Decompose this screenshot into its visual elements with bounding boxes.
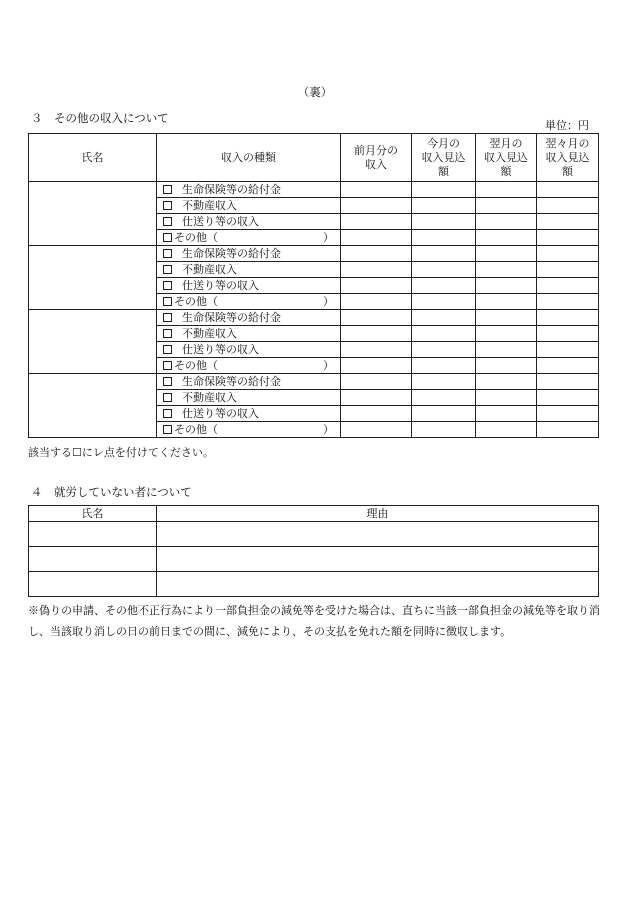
- amount-this-month-input[interactable]: [412, 246, 476, 262]
- amount-this-month-input[interactable]: [412, 214, 476, 230]
- income-type-cell: [157, 262, 341, 278]
- amount-this-month-input[interactable]: [412, 198, 476, 214]
- income-table-header-row: [29, 134, 599, 182]
- checkbox[interactable]: [163, 281, 172, 290]
- type-real-estate-label: 不動産収入: [182, 326, 237, 340]
- amount-prev-month-input[interactable]: [341, 390, 412, 406]
- checkbox[interactable]: [163, 313, 172, 322]
- amount-prev-month-input[interactable]: [341, 342, 412, 358]
- amount-month-after-next-input[interactable]: [537, 358, 599, 374]
- amount-next-month-input[interactable]: [476, 406, 537, 422]
- amount-month-after-next-input[interactable]: [537, 262, 599, 278]
- header-month-after-next-line2: 収入見込: [545, 150, 590, 164]
- type-real-estate-label: 不動産収入: [182, 262, 237, 276]
- amount-this-month-input[interactable]: [412, 230, 476, 246]
- amount-this-month-input[interactable]: [412, 342, 476, 358]
- amount-next-month-input[interactable]: [476, 182, 537, 198]
- header-next-month: [476, 134, 537, 182]
- person-name-input[interactable]: [29, 310, 157, 374]
- page-header: （裏）: [297, 85, 333, 99]
- amount-next-month-input[interactable]: [476, 358, 537, 374]
- type-other-close: ）: [323, 358, 334, 372]
- income-type-cell: [157, 310, 341, 326]
- person-name-input[interactable]: [29, 182, 157, 246]
- amount-prev-month-input[interactable]: [341, 246, 412, 262]
- header-this-month: [412, 134, 476, 182]
- amount-month-after-next-input[interactable]: [537, 278, 599, 294]
- type-other-label: その他（: [174, 230, 218, 244]
- amount-prev-month-input[interactable]: [341, 326, 412, 342]
- checkbox[interactable]: [163, 249, 172, 258]
- income-type-cell: [157, 326, 341, 342]
- income-type-cell: [157, 182, 341, 198]
- amount-prev-month-input[interactable]: [341, 374, 412, 390]
- type-other-close: ）: [323, 294, 334, 308]
- type-allowance-label: 仕送り等の収入: [182, 214, 259, 228]
- non-working-table: [28, 505, 599, 597]
- checkbox[interactable]: [163, 297, 172, 306]
- amount-next-month-input[interactable]: [476, 214, 537, 230]
- header-name: 氏名: [29, 134, 157, 182]
- income-type-cell: [157, 278, 341, 294]
- table-row: [29, 522, 599, 547]
- type-real-estate-label: 不動産収入: [182, 390, 237, 404]
- section3-title: ３ その他の収入について: [31, 111, 169, 125]
- amount-prev-month-input[interactable]: [341, 278, 412, 294]
- income-type-cell: [157, 230, 341, 246]
- type-other-label: その他（: [174, 294, 218, 308]
- type-allowance-label: 仕送り等の収入: [182, 406, 259, 420]
- amount-prev-month-input[interactable]: [341, 214, 412, 230]
- amount-next-month-input[interactable]: [476, 342, 537, 358]
- amount-prev-month-input[interactable]: [341, 310, 412, 326]
- type-life-insurance-label: 生命保険等の給付金: [182, 374, 281, 388]
- amount-month-after-next-input[interactable]: [537, 214, 599, 230]
- income-type-cell: [157, 294, 341, 310]
- checkbox[interactable]: [163, 409, 172, 418]
- amount-this-month-input[interactable]: [412, 182, 476, 198]
- person-name-input[interactable]: [29, 246, 157, 310]
- checkbox[interactable]: [163, 265, 172, 274]
- amount-this-month-input[interactable]: [412, 278, 476, 294]
- header-prev-month-line2: 収入: [365, 157, 387, 171]
- amount-month-after-next-input[interactable]: [537, 326, 599, 342]
- type-other-close: ）: [323, 422, 334, 436]
- header-this-month-line3: 額: [438, 164, 449, 178]
- checkbox[interactable]: [163, 233, 172, 242]
- checkbox[interactable]: [163, 345, 172, 354]
- income-type-cell: [157, 214, 341, 230]
- header-next-month-line1: 翌月の: [489, 136, 523, 150]
- type-life-insurance-label: 生命保険等の給付金: [182, 246, 281, 260]
- checkbox-instruction: 該当する☐にレ点を付けてください。: [28, 446, 214, 459]
- type-other-label: その他（: [174, 358, 218, 372]
- header-income-type: 収入の種類: [157, 134, 341, 182]
- header-next-month-line2: 収入見込: [484, 150, 528, 164]
- amount-this-month-input[interactable]: [412, 390, 476, 406]
- amount-prev-month-input[interactable]: [341, 182, 412, 198]
- amount-prev-month-input[interactable]: [341, 406, 412, 422]
- table-row: [29, 374, 599, 390]
- income-type-cell: [157, 246, 341, 262]
- amount-prev-month-input[interactable]: [341, 422, 412, 438]
- checkbox[interactable]: [163, 361, 172, 370]
- amount-next-month-input[interactable]: [476, 326, 537, 342]
- amount-next-month-input[interactable]: [476, 310, 537, 326]
- header-prev-month: [341, 134, 412, 182]
- type-other-label: その他（: [174, 422, 218, 436]
- nonwork-name-input[interactable]: [29, 572, 157, 597]
- table-row: [29, 310, 599, 326]
- table-row: [29, 182, 599, 198]
- header-prev-month-line1: 前月分の: [354, 143, 398, 157]
- header-month-after-next-line3: 額: [562, 164, 573, 178]
- amount-month-after-next-input[interactable]: [537, 422, 599, 438]
- amount-next-month-input[interactable]: [476, 246, 537, 262]
- header-this-month-line2: 収入見込: [421, 150, 466, 164]
- table-row: [29, 547, 599, 572]
- type-other-close: ）: [323, 230, 334, 244]
- non-working-header-row: [29, 506, 599, 522]
- header-nonwork-name: 氏名: [29, 506, 157, 522]
- amount-next-month-input[interactable]: [476, 422, 537, 438]
- amount-this-month-input[interactable]: [412, 406, 476, 422]
- amount-this-month-input[interactable]: [412, 262, 476, 278]
- amount-this-month-input[interactable]: [412, 294, 476, 310]
- unit-label: 単位：円: [545, 119, 589, 132]
- amount-month-after-next-input[interactable]: [537, 246, 599, 262]
- person-name-input[interactable]: [29, 374, 157, 438]
- header-month-after-next: [537, 134, 599, 182]
- amount-this-month-input[interactable]: [412, 310, 476, 326]
- amount-next-month-input[interactable]: [476, 230, 537, 246]
- footnote: ※偽りの申請、その他不正行為により一部負担金の減免等を受けた場合は、直ちに当該一部負担金の減免等を取り消し、当該取り消しの日の前日までの間に、減免により、その支払を免れた額を同時に徴収します。: [28, 604, 600, 638]
- amount-next-month-input[interactable]: [476, 374, 537, 390]
- amount-next-month-input[interactable]: [476, 294, 537, 310]
- type-life-insurance-label: 生命保険等の給付金: [182, 182, 281, 196]
- amount-prev-month-input[interactable]: [341, 262, 412, 278]
- checkbox[interactable]: [163, 329, 172, 338]
- type-allowance-label: 仕送り等の収入: [182, 278, 259, 292]
- nonwork-name-input[interactable]: [29, 547, 157, 572]
- header-reason: 理由: [157, 506, 599, 522]
- amount-next-month-input[interactable]: [476, 262, 537, 278]
- checkbox[interactable]: [163, 425, 172, 434]
- amount-this-month-input[interactable]: [412, 358, 476, 374]
- amount-month-after-next-input[interactable]: [537, 390, 599, 406]
- amount-month-after-next-input[interactable]: [537, 406, 599, 422]
- type-life-insurance-label: 生命保険等の給付金: [182, 310, 281, 324]
- amount-prev-month-input[interactable]: [341, 358, 412, 374]
- header-month-after-next-line1: 翌々月の: [545, 136, 590, 150]
- income-type-cell: [157, 406, 341, 422]
- amount-prev-month-input[interactable]: [341, 198, 412, 214]
- table-row: [29, 572, 599, 597]
- amount-next-month-input[interactable]: [476, 198, 537, 214]
- checkbox[interactable]: [163, 377, 172, 386]
- income-type-cell: [157, 374, 341, 390]
- section4-title: ４ 就労していない者について: [31, 485, 192, 499]
- checkbox[interactable]: [163, 201, 172, 210]
- income-type-cell: [157, 422, 341, 438]
- checkbox[interactable]: [163, 217, 172, 226]
- amount-prev-month-input[interactable]: [341, 230, 412, 246]
- nonwork-name-input[interactable]: [29, 522, 157, 547]
- checkbox[interactable]: [163, 393, 172, 402]
- amount-next-month-input[interactable]: [476, 278, 537, 294]
- checkbox[interactable]: [163, 185, 172, 194]
- header-this-month-line1: 今月の: [427, 136, 460, 150]
- amount-month-after-next-input[interactable]: [537, 230, 599, 246]
- type-real-estate-label: 不動産収入: [182, 198, 237, 212]
- other-income-table: [28, 133, 599, 438]
- amount-prev-month-input[interactable]: [341, 294, 412, 310]
- amount-month-after-next-input[interactable]: [537, 374, 599, 390]
- nonwork-reason-input[interactable]: [157, 522, 599, 547]
- amount-month-after-next-input[interactable]: [537, 182, 599, 198]
- amount-month-after-next-input[interactable]: [537, 294, 599, 310]
- income-type-cell: [157, 358, 341, 374]
- amount-month-after-next-input[interactable]: [537, 198, 599, 214]
- type-allowance-label: 仕送り等の収入: [182, 342, 259, 356]
- amount-this-month-input[interactable]: [412, 374, 476, 390]
- income-type-cell: [157, 390, 341, 406]
- amount-next-month-input[interactable]: [476, 390, 537, 406]
- amount-this-month-input[interactable]: [412, 422, 476, 438]
- nonwork-reason-input[interactable]: [157, 547, 599, 572]
- income-type-cell: [157, 342, 341, 358]
- income-type-cell: [157, 198, 341, 214]
- nonwork-reason-input[interactable]: [157, 572, 599, 597]
- amount-this-month-input[interactable]: [412, 326, 476, 342]
- header-next-month-line3: 額: [500, 164, 512, 178]
- amount-month-after-next-input[interactable]: [537, 310, 599, 326]
- table-row: [29, 246, 599, 262]
- amount-month-after-next-input[interactable]: [537, 342, 599, 358]
